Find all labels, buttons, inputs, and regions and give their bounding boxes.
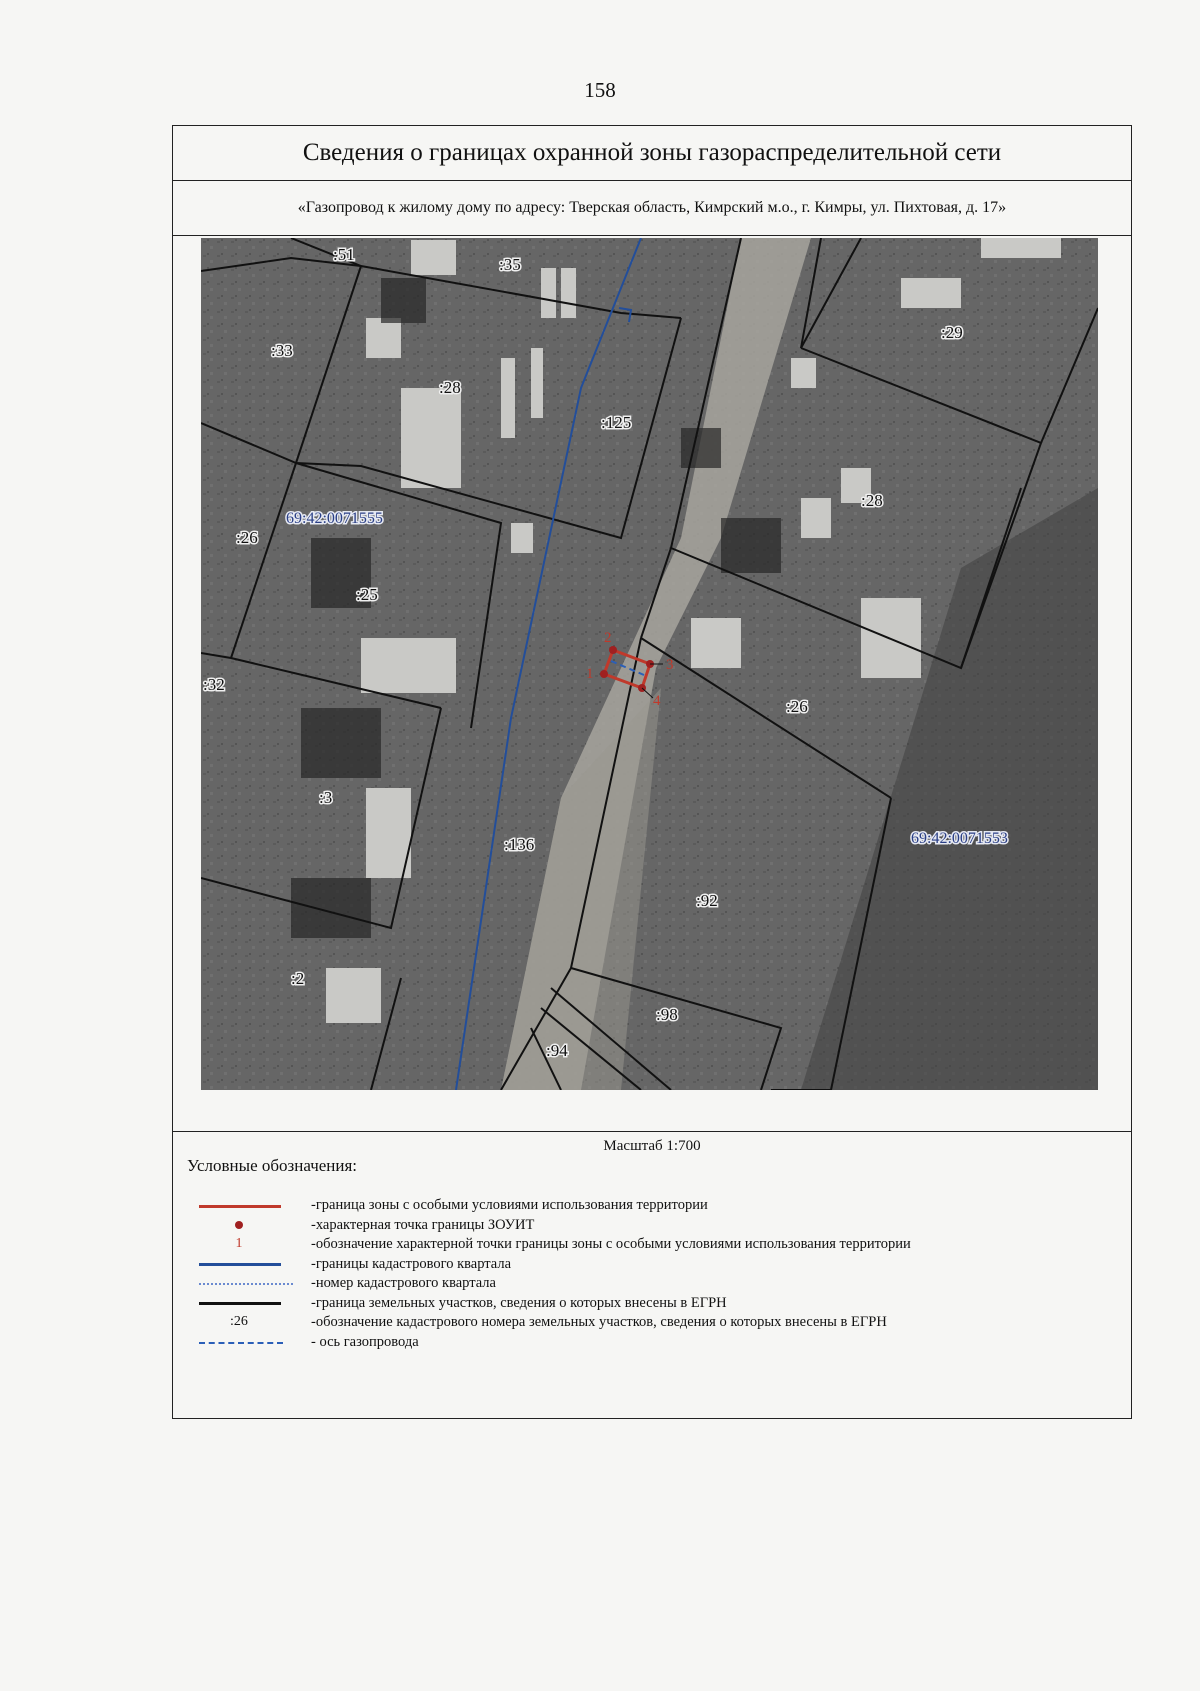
dot-symbol — [235, 1221, 243, 1229]
dotted-line-symbol — [199, 1283, 293, 1285]
page-number: 158 — [584, 78, 616, 102]
parcel-label: :94 — [546, 1041, 568, 1060]
parcel-label: :26 — [786, 697, 808, 716]
aerial-map[interactable] — [201, 238, 1098, 1090]
legend-item-parcel-number: :26 -обозначение кадастрового номера земельных участков, сведения о которых внесены в ЕГРН — [187, 1313, 1117, 1333]
parcel-label: :98 — [656, 1005, 678, 1024]
red-line-symbol — [199, 1205, 281, 1208]
parcel-label: :28 — [439, 378, 461, 397]
parcel-label: :92 — [696, 891, 718, 910]
quarter-label-2: 69:42:0071553 — [911, 830, 1008, 847]
parcel-label: :25 — [356, 585, 378, 604]
legend-item-zone-boundary: -граница зоны с особыми условиями использования территории — [187, 1196, 1117, 1216]
document-frame — [172, 125, 1132, 1419]
parcel-label: :125 — [601, 413, 632, 432]
map-canvas — [201, 238, 1098, 1090]
parcel-label: :2 — [291, 969, 305, 988]
legend-item-pipeline-axis: - ось газопровода — [187, 1333, 1117, 1353]
parcel-label: :29 — [941, 323, 963, 342]
parcel-label: :26 — [236, 528, 258, 547]
document-subtitle: «Газопровод к жилому дому по адресу: Тверская область, Кимрский м.о., г. Кимры, ул. Пихтовая, д. 17» — [173, 181, 1131, 236]
legend-item-point-number: 1 -обозначение характерной точки границы зоны с особыми условиями использования территории — [187, 1235, 1117, 1255]
document-title: Сведения о границах охранной зоны газораспределительной сети — [173, 126, 1131, 181]
parcel-label: :51 — [333, 245, 355, 264]
number-symbol: 1 — [235, 1236, 243, 1251]
legend-item-quarter-boundary: -границы кадастрового квартала — [187, 1255, 1117, 1275]
quarter-label-1: 69:42:0071555 — [286, 510, 383, 527]
parcel-label: :33 — [271, 341, 293, 360]
blue-line-symbol — [199, 1263, 281, 1266]
parcel-label: :3 — [319, 788, 333, 807]
black-line-symbol — [199, 1302, 281, 1305]
map-scale: Масштаб 1:700 — [603, 1138, 701, 1154]
legend-item-parcel-boundary: -граница земельных участков, сведения о которых внесены в ЕГРН — [187, 1294, 1117, 1314]
legend-item-zone-point: -характерная точка границы ЗОУИТ — [187, 1216, 1117, 1236]
parcel-label: :32 — [203, 675, 225, 694]
parcel-label: :136 — [504, 835, 535, 854]
map-divider — [173, 1131, 1131, 1132]
parcel-label: :28 — [861, 491, 883, 510]
point-label-1: 1 — [586, 666, 594, 682]
point-label-3: 3 — [666, 657, 674, 673]
dashed-line-symbol — [199, 1342, 283, 1344]
legend — [187, 1196, 1117, 1352]
parcel-label: :35 — [499, 255, 521, 274]
point-label-2: 2 — [604, 630, 612, 646]
parcel-label-symbol: :26 — [230, 1314, 248, 1329]
point-label-4: 4 — [653, 693, 661, 709]
legend-title: Условные обозначения: — [187, 1156, 358, 1175]
legend-item-quarter-number: -номер кадастрового квартала — [187, 1274, 1117, 1294]
